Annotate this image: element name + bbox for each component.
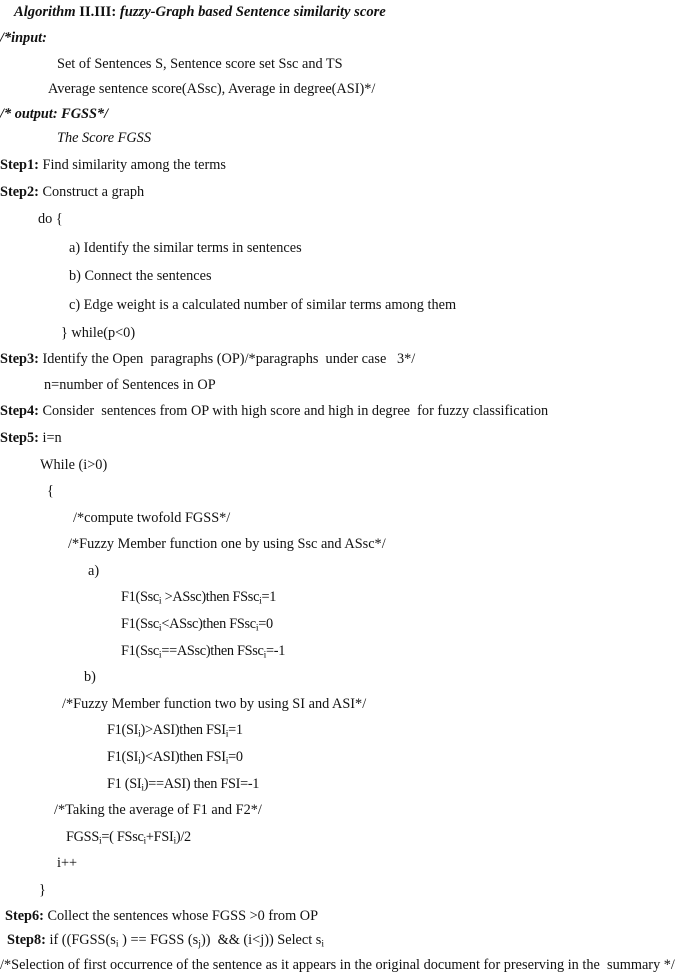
formula-f1-ssc-equal-end: =-1: [266, 642, 286, 659]
step-3: [0, 348, 685, 372]
step-8-pre: if ((FGSS(s: [45, 932, 116, 949]
marker-b: b): [84, 669, 96, 686]
increment-statement: i++: [57, 855, 78, 872]
step-1-text: Find similarity among the terms: [38, 156, 226, 173]
algorithm-title-number: II.III:: [79, 4, 117, 20]
subscript-i: i: [259, 595, 262, 607]
formula-f1-si-less-mid: )<ASI)then FSI: [140, 749, 226, 766]
subscript-i: i: [115, 938, 119, 950]
step-8-label: Step8:: [7, 932, 46, 949]
step-1: [0, 154, 685, 178]
formula-f1-ssc-greater-mid: >ASsc)then FSsc: [161, 589, 260, 606]
step-2-label: Step2:: [0, 183, 39, 200]
step-8-mid-2: )) && (i<j)) Select s: [200, 932, 322, 949]
formula-f1-ssc-less-mid: <ASsc)then FSsc: [161, 616, 256, 633]
step-3-text: Identify the Open paragraphs (OP)/*paragraphs under case 3*/: [38, 351, 416, 368]
formula-f1-ssc-less-pre: F1(Ssc: [121, 616, 159, 633]
while-brace-open: {: [47, 483, 54, 500]
step-6-text: Collect the sentences whose FGSS >0 from OP: [43, 907, 319, 924]
formula-f1-ssc-greater: [0, 586, 685, 610]
formula-f1-ssc-greater-end: =1: [261, 589, 277, 606]
subscript-i: i: [255, 622, 259, 634]
subscript-i: i: [225, 728, 229, 740]
formula-f1-si-greater: [0, 719, 685, 743]
while-loop-header: While (i>0): [40, 456, 108, 473]
step-2-text: Construct a graph: [38, 183, 145, 200]
subscript-i: i: [138, 755, 141, 767]
subscript-i: i: [158, 622, 162, 634]
subscript-i: i: [321, 938, 325, 950]
do-substep-c: c) Edge weight is a calculated number of similar terms among them: [69, 296, 457, 313]
formula-fgss-end: )/2: [175, 828, 191, 845]
formula-f1-ssc-less: [0, 613, 685, 637]
algorithm-title-label: Algorithm: [14, 4, 76, 20]
output-line-score: The Score FGSS: [57, 130, 151, 147]
formula-f1-si-equal-pre: F1 (SI: [107, 775, 142, 792]
do-while-close: } while(p<0): [61, 324, 136, 341]
formula-f1-si-less-pre: F1(SI: [107, 749, 139, 766]
output-header: /* output: FGSS*/: [0, 105, 109, 122]
subscript-i: i: [98, 835, 102, 847]
formula-f1-si-greater-end: =1: [228, 722, 243, 739]
algorithm-title-name: fuzzy-Graph based Sentence similarity score: [119, 4, 386, 20]
input-line-sentences: Set of Sentences S, Sentence score set Ssc and TS: [57, 55, 343, 72]
formula-f1-ssc-equal-mid: ==ASsc)then FSsc: [161, 642, 264, 659]
subscript-i: i: [225, 755, 229, 767]
formula-fgss-average: [0, 826, 685, 850]
subscript-i: i: [138, 728, 141, 740]
step-4: [0, 400, 685, 424]
formula-f1-ssc-equal-pre: F1(Ssc: [121, 642, 159, 659]
subscript-i: i: [141, 782, 144, 794]
comment-fuzzy-member-two: /*Fuzzy Member function two by using SI and ASI*/: [62, 695, 367, 712]
while-brace-close: }: [39, 882, 46, 898]
subscript-j: j: [198, 938, 201, 950]
subscript-i: i: [158, 595, 162, 607]
step-1-label: Step1:: [0, 156, 39, 173]
subscript-i: i: [158, 649, 162, 661]
formula-f1-si-less: [0, 746, 685, 770]
formula-f1-si-less-end: =0: [228, 749, 243, 766]
formula-fgss-mid-2: +FSI: [145, 828, 174, 845]
input-line-averages: Average sentence score(ASsc), Average in degree(ASI)*/: [48, 81, 376, 98]
formula-f1-si-greater-mid: )>ASI)then FSI: [140, 722, 226, 739]
step-6-label: Step6:: [5, 907, 44, 924]
step-4-label: Step4:: [0, 403, 39, 420]
step-3-n-definition: n=number of Sentences in OP: [44, 376, 216, 393]
step-4-text: Consider sentences from OP with high score and high in degree for fuzzy classification: [38, 403, 549, 420]
formula-f1-si-greater-pre: F1(SI: [107, 722, 139, 739]
step-8: [0, 929, 685, 953]
input-header: /*input:: [0, 30, 47, 46]
formula-f1-ssc-equal: [0, 640, 685, 664]
subscript-i: i: [143, 835, 146, 847]
subscript-i: i: [263, 649, 267, 661]
step-8-mid-1: ) == FGSS (s: [118, 932, 199, 949]
final-selection-comment: /*Selection of first occurrence of the sentence as it appears in the original document for preserving in the summary */: [0, 956, 675, 973]
marker-a: a): [88, 562, 100, 579]
step-5-text: i=n: [38, 429, 62, 446]
algorithm-title: [0, 0, 685, 23]
step-6: [0, 905, 685, 929]
formula-f1-ssc-greater-pre: F1(Ssc: [121, 589, 159, 606]
do-substep-a: a) Identify the similar terms in sentences: [69, 239, 302, 256]
comment-compute-twofold: /*compute twofold FGSS*/: [73, 509, 231, 526]
subscript-i: i: [173, 835, 176, 847]
step-5-label: Step5:: [0, 429, 39, 446]
step-3-label: Step3:: [0, 351, 39, 368]
formula-fgss-pre: FGSS: [66, 828, 99, 845]
step-5: [0, 427, 685, 451]
comment-fuzzy-member-one: /*Fuzzy Member function one by using Ssc and ASsc*/: [68, 536, 386, 553]
formula-fgss-mid-1: =( FSsc: [101, 828, 144, 845]
do-open: do {: [38, 211, 63, 228]
do-substep-b: b) Connect the sentences: [69, 268, 212, 285]
formula-f1-ssc-less-end: =0: [258, 616, 273, 633]
step-2: [0, 181, 685, 205]
formula-f1-si-equal: [0, 773, 685, 797]
comment-taking-average: /*Taking the average of F1 and F2*/: [54, 802, 262, 819]
formula-f1-si-equal-mid: )==ASI) then FSI=-1: [143, 775, 260, 792]
